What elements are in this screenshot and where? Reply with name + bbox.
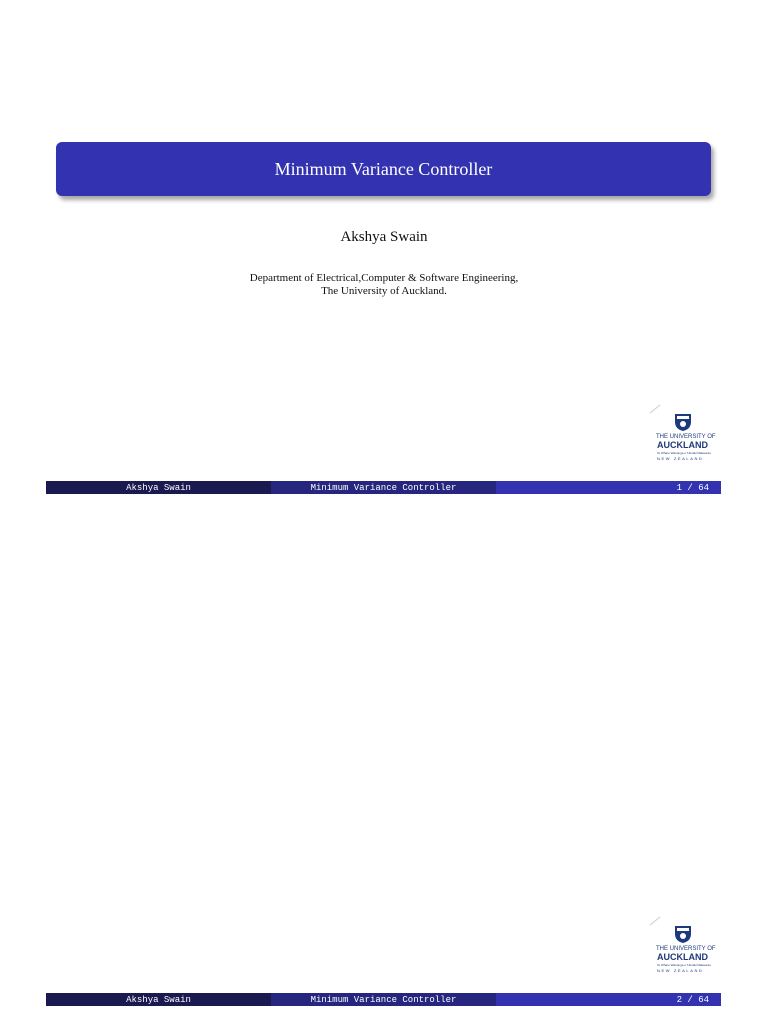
logo-slash-icon	[648, 914, 662, 926]
footer-bar	[46, 481, 721, 494]
logo-line-4: NEW ZEALAND	[657, 968, 704, 973]
crest-icon	[673, 412, 693, 432]
logo-line-1: THE UNIVERSITY OF	[656, 434, 716, 440]
logo-slash-icon	[648, 402, 662, 414]
institute-line-2: The University of Auckland.	[321, 285, 447, 297]
footer-page-number: 2 / 64	[496, 993, 721, 1006]
presentation-title: Minimum Variance Controller	[274, 158, 493, 179]
university-logo	[648, 914, 720, 976]
author-name: Akshya Swain	[340, 229, 428, 245]
footer-page-number: 1 / 64	[496, 481, 721, 494]
logo-line-2: AUCKLAND	[657, 440, 708, 450]
footer-bar	[46, 993, 721, 1006]
institute-line-1: Department of Electrical,Computer & Software Engineering,	[249, 272, 519, 284]
footer-author: Akshya Swain	[46, 993, 271, 1006]
crest-icon	[673, 924, 693, 944]
logo-line-2: AUCKLAND	[657, 952, 708, 962]
slide-2	[0, 512, 768, 1024]
footer-title: Minimum Variance Controller	[271, 993, 496, 1006]
institute	[0, 272, 768, 298]
logo-line-4: NEW ZEALAND	[657, 456, 704, 461]
logo-line-1: THE UNIVERSITY OF	[656, 946, 716, 952]
footer-title: Minimum Variance Controller	[271, 481, 496, 494]
logo-line-3: Te Whare Wānanga o Tāmaki Makaurau	[657, 451, 711, 455]
logo-line-3: Te Whare Wānanga o Tāmaki Makaurau	[657, 963, 711, 967]
title-box	[56, 142, 711, 196]
footer-author: Akshya Swain	[46, 481, 271, 494]
university-logo	[648, 402, 720, 464]
